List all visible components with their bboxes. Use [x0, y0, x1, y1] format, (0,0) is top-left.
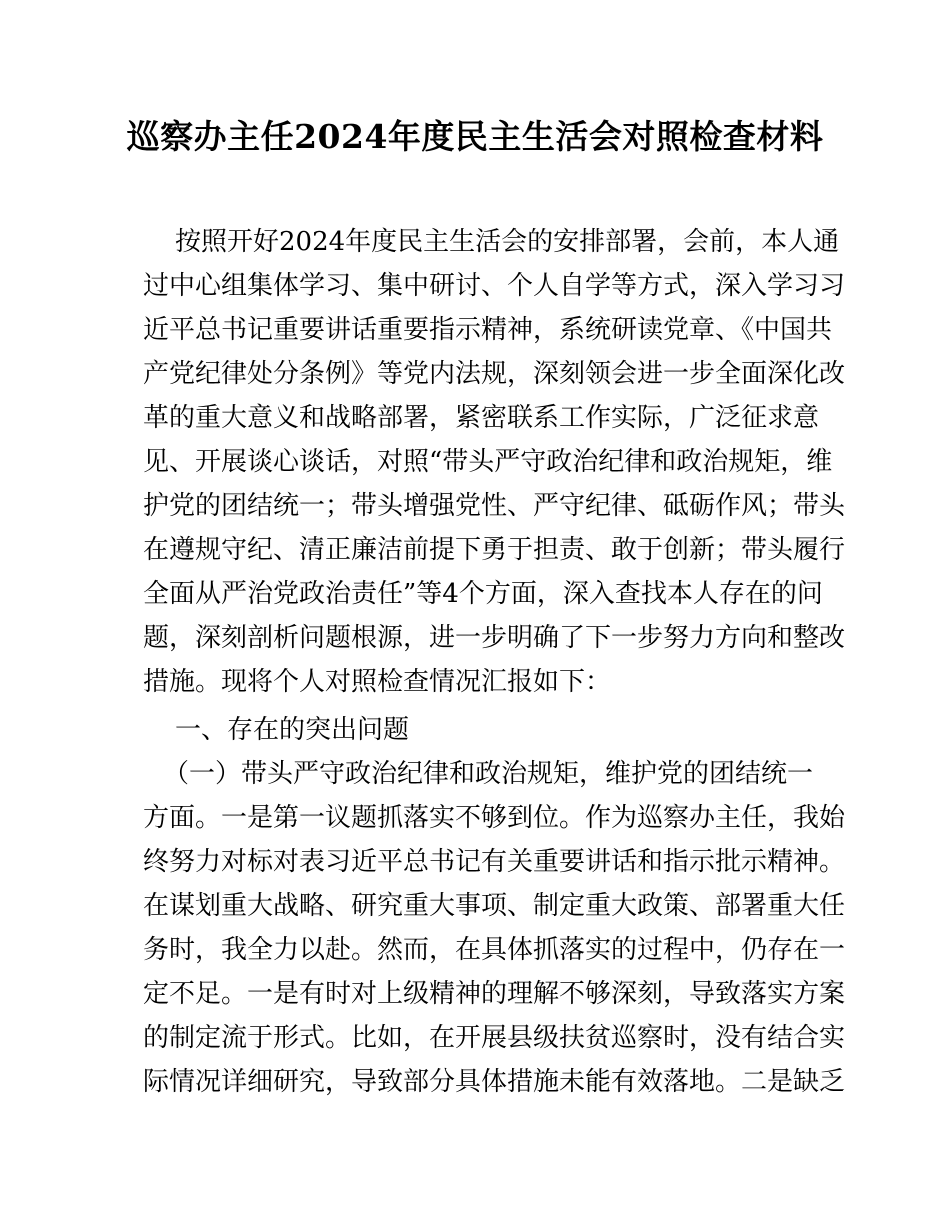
text-line: 见、开展谈心谈话，对照“带头严守政治纪律和政治规矩，维 [143, 447, 833, 477]
section-heading: 一、存在的突出问题 [175, 715, 410, 745]
text-line: 在谋划重大战略、研究重大事项、制定重大政策、部署重大任 [143, 891, 846, 921]
text-line: 在遵规守纪、清正廉洁前提下勇于担责、敢于创新；带头履行 [143, 535, 846, 565]
text-line: 按照开好2024年度民主生活会的安排部署，会前，本人通 [175, 227, 840, 257]
text-line: 产党纪律处分条例》等党内法规，深刻领会进一步全面深化改 [143, 359, 846, 389]
document-body [143, 220, 846, 1104]
text-line: 题，深刻剖析问题根源，进一步明确了下一步努力方向和整改 [143, 623, 846, 653]
text-line: 近平总书记重要讲话重要指示精神，系统研读党章、《中国共 [143, 315, 833, 345]
intro-paragraph [143, 220, 846, 704]
text-line: 革的重大意义和战略部署，紧密联系工作实际，广泛征求意 [143, 403, 820, 433]
text-line: 护党的团结统一；带头增强党性、严守纪律、砥砺作风；带头 [143, 491, 846, 521]
text-line: 全面从严治党政治责任”等4个方面，深入查找本人存在的问 [143, 579, 823, 609]
text-line: 终努力对标对表习近平总书记有关重要讲话和指示批示精神。 [143, 847, 846, 877]
text-line: 方面。一是第一议题抓落实不够到位。作为巡察办主任，我始 [143, 803, 846, 833]
text-line: 过中心组集体学习、集中研讨、个人自学等方式，深入学习习 [143, 271, 846, 301]
text-line: 的制定流于形式。比如，在开展县级扶贫巡察时，没有结合实 [143, 1023, 846, 1053]
document-title: 巡察办主任2024年度民主生活会对照检查材料 [126, 117, 824, 156]
text-line: （一）带头严守政治纪律和政治规矩，维护党的团结统一 [163, 759, 814, 789]
text-line: 定不足。一是有时对上级精神的理解不够深刻，导致落实方案 [143, 979, 846, 1009]
text-line: 措施。现将个人对照检查情况汇报如下： [143, 667, 612, 697]
text-line: 际情况详细研究，导致部分具体措施未能有效落地。二是缺乏 [143, 1067, 846, 1097]
section-paragraph [143, 752, 846, 1104]
text-line: 务时，我全力以赴。然而，在具体抓落实的过程中，仍存在一 [143, 935, 846, 965]
